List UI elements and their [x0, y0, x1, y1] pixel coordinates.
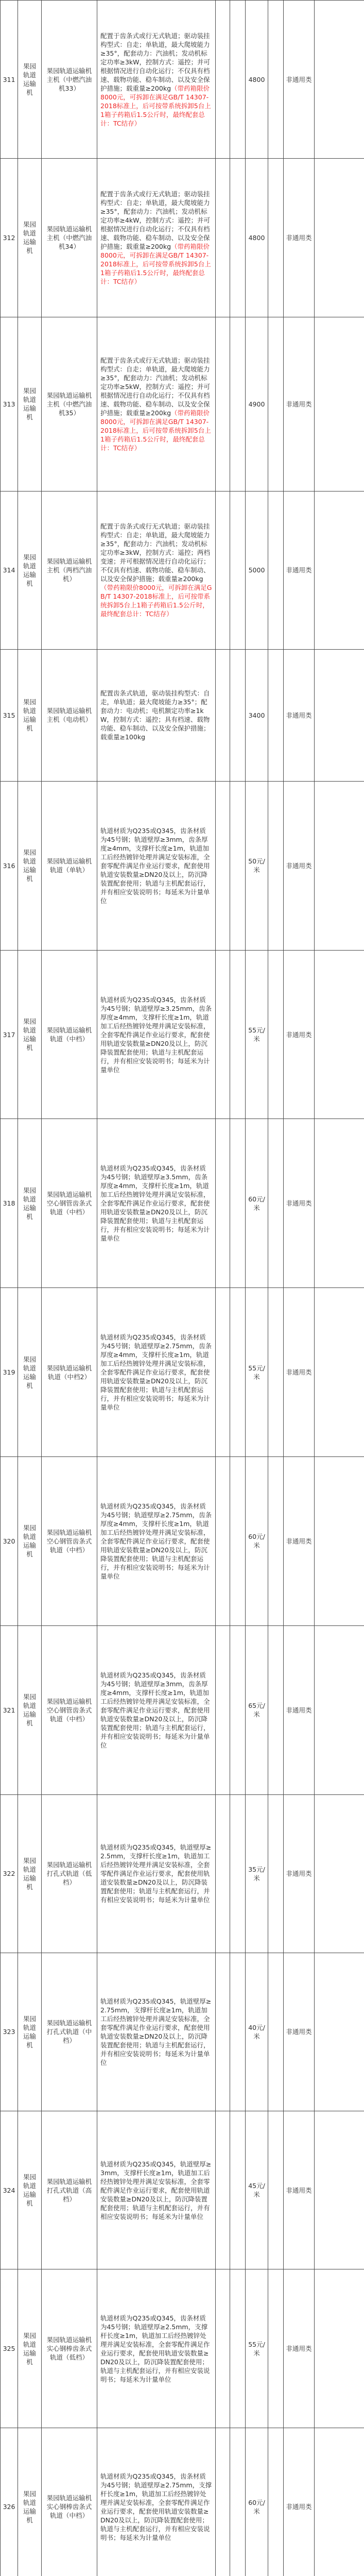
- row-blank-cell: [315, 1625, 364, 1794]
- row-description: [97, 649, 216, 781]
- row-price: 60元/米: [246, 1456, 268, 1625]
- row-name: 果园轨道运输机轨道（中档）: [42, 950, 97, 1119]
- row-price: 4800: [246, 1, 268, 159]
- table-row: [1, 1119, 364, 1288]
- row-name: 果园轨道运输机轨道（中档2）: [42, 1288, 97, 1457]
- row-category: 果园轨道运输机: [18, 781, 42, 950]
- row-price: 60元/米: [246, 2428, 268, 2576]
- table-row: [1, 649, 364, 781]
- row-type: 非通用类: [284, 491, 315, 649]
- table-row: [1, 2428, 364, 2576]
- description-text: 轨道材质为Q235或Q345，齿条材质为45号钢；轨道壁厚≥2.75mm，支撑杆长度≥1m，轨道加工后经热镀锌处理并满足安装标准，全套零配件满足作业运行要求，配套使用轨道安装数量≥DN20及以上，防沉降装置配套使用；轨道与主机配套运行，并有相应安装说明书；每延米为计量单位: [100, 2472, 212, 2541]
- row-name: 果园轨道运输机主机（中燃汽油机33）: [42, 1, 97, 159]
- row-blank-cell: [268, 649, 284, 781]
- row-price: 45元/米: [246, 2111, 268, 2269]
- row-type: 非通用类: [284, 950, 315, 1119]
- row-blank-cell: [268, 1119, 284, 1288]
- row-blank-cell: [268, 491, 284, 649]
- row-description: [97, 1119, 216, 1288]
- row-blank-cell: [230, 2269, 246, 2428]
- row-blank-cell: [268, 2111, 284, 2269]
- row-type: 非通用类: [284, 649, 315, 781]
- row-number: 320: [1, 1456, 18, 1625]
- row-category: 果园轨道运输机: [18, 1288, 42, 1457]
- description-text: 轨道材质为Q235或Q345，轨道壁厚≥2.5mm，支撑杆长度≥1m，轨道加工后经热镀锌处理并满足安装标准，全套零配件满足作业运行要求，配套使用轨道安装数量≥DN20及以上，防沉降装置配套使用；轨道与主机配套运行，并有相应安装说明书；每延米为计量单位: [100, 1843, 212, 1904]
- description-text: 配置齿条式轨道，驱动装挂构型式：自走，单轨道；最大爬坡能力≥35°；配套动力：电动机；电机额定功率≥1kW，控制方式：遥控；具有档速、载物功能、稳车制动、以及安全保护措施；载重量≥100kg: [100, 689, 210, 741]
- row-description: [97, 2269, 216, 2428]
- table-row: [1, 2269, 364, 2428]
- row-type: 非通用类: [284, 1625, 315, 1794]
- row-name: 果园轨道运输机打孔式轨道（高档）: [42, 2111, 97, 2269]
- row-price: 50元/米: [246, 781, 268, 950]
- table-row: [1, 1625, 364, 1794]
- row-blank-cell: [315, 1794, 364, 1953]
- row-blank-cell: [216, 159, 230, 317]
- row-blank-cell: [230, 1625, 246, 1794]
- row-type: 非通用类: [284, 2269, 315, 2428]
- row-blank-cell: [230, 2111, 246, 2269]
- row-category: 果园轨道运输机: [18, 491, 42, 649]
- row-blank-cell: [315, 491, 364, 649]
- table-row: [1, 1953, 364, 2111]
- row-category: 果园轨道运输机: [18, 1, 42, 159]
- table-row: [1, 2111, 364, 2269]
- row-number: 322: [1, 1794, 18, 1953]
- row-type: 非通用类: [284, 1794, 315, 1953]
- row-number: 325: [1, 2269, 18, 2428]
- row-blank-cell: [216, 491, 230, 649]
- row-price: 60元/米: [246, 1119, 268, 1288]
- table-row: [1, 491, 364, 649]
- row-blank-cell: [230, 950, 246, 1119]
- row-type: 非通用类: [284, 159, 315, 317]
- table-row: [1, 781, 364, 950]
- row-description: [97, 1, 216, 159]
- row-number: 312: [1, 159, 18, 317]
- row-blank-cell: [230, 1456, 246, 1625]
- row-name: 果园轨道运输机打孔式轨道（低档）: [42, 1794, 97, 1953]
- row-description: [97, 781, 216, 950]
- row-name: 果园轨道运输机空心钢管齿条式轨道（中档）: [42, 1456, 97, 1625]
- row-blank-cell: [216, 1288, 230, 1457]
- row-category: 果园轨道运输机: [18, 2269, 42, 2428]
- row-type: 非通用类: [284, 1456, 315, 1625]
- row-blank-cell: [230, 649, 246, 781]
- row-description: [97, 2428, 216, 2576]
- row-blank-cell: [230, 317, 246, 491]
- row-category: 果园轨道运输机: [18, 2111, 42, 2269]
- row-blank-cell: [315, 1, 364, 159]
- row-number: 323: [1, 1953, 18, 2111]
- row-price: 4900: [246, 317, 268, 491]
- row-description: [97, 2111, 216, 2269]
- row-blank-cell: [315, 2111, 364, 2269]
- description-text: 轨道材质为Q235或Q345，齿条材质为45号钢；轨道壁厚≥3.25mm，齿条厚度≥4mm，支撑杆长度≥1m，轨道加工后经热镀锌处理并满足安装标准，全套零配件满足作业运行要求，配套使用轨道安装数量≥DN20及以上，防沉降装置配套使用；轨道与主机配套运行，并有相应安装说明书；每延米为计量单位: [100, 995, 212, 1074]
- row-description: [97, 1953, 216, 2111]
- row-price: 5000: [246, 491, 268, 649]
- table-row: [1, 1794, 364, 1953]
- row-blank-cell: [268, 950, 284, 1119]
- row-price: 40元/米: [246, 1953, 268, 2111]
- row-description: [97, 1794, 216, 1953]
- table-row: [1, 1456, 364, 1625]
- row-blank-cell: [268, 781, 284, 950]
- description-text: 配置于齿条式或行无式轨道；驱动装挂构型式：自走；单轨道，最大爬坡能力≥35°，配套动力：汽油机；发动机标定功率≥3kW，控制方式：遥控；两档变速；并可根据情况进行自动化运行；不仅具有档速、载物功能、稳车制动、以及安全保护措施；载重量≥200kg: [100, 522, 211, 583]
- description-text: 配置于齿条式或行无式轨道；驱动装挂构型式：自走；单轨道，最大爬坡能力≥35°，配套动力：汽油机；发动机标定功率≥4kW，控制方式：遥控；并可根据情况进行自动化运行；不仅具有档速、载物功能、稳车制动、以及安全保护措施；载重量≥200kg: [100, 190, 211, 250]
- row-blank-cell: [268, 1953, 284, 2111]
- row-price: 55元/米: [246, 1288, 268, 1457]
- row-type: 非通用类: [284, 2428, 315, 2576]
- row-blank-cell: [216, 1794, 230, 1953]
- row-category: 果园轨道运输机: [18, 1119, 42, 1288]
- row-blank-cell: [216, 2269, 230, 2428]
- table-row: [1, 950, 364, 1119]
- row-price: 3400: [246, 649, 268, 781]
- description-note-red: （带药箱限价8000元，可拆卸在满足GB/T 14307-2018标准上，后可按带系统拆卸5台上1箱子药箱后1.5公斤时，最终配套总计：TC结存）: [100, 584, 212, 618]
- row-blank-cell: [216, 649, 230, 781]
- row-description: [97, 950, 216, 1119]
- row-blank-cell: [268, 1456, 284, 1625]
- table-row: [1, 1288, 364, 1457]
- row-blank-cell: [315, 1288, 364, 1457]
- row-blank-cell: [315, 1953, 364, 2111]
- description-text: 轨道材质为Q235或Q345，轨道壁厚≥3mm，支撑杆长度≥1m，轨道加工后经热镀锌处理并满足安装标准，全套零配件满足作业运行要求，配套使用轨道安装数量≥DN20及以上，防沉降装置配套使用；轨道与主机配套运行，并有相应安装说明书；每延米为计量单位: [100, 2160, 212, 2221]
- table-row: [1, 1, 364, 159]
- row-category: 果园轨道运输机: [18, 1794, 42, 1953]
- row-number: 313: [1, 317, 18, 491]
- row-price: 65元/米: [246, 1625, 268, 1794]
- row-description: [97, 1288, 216, 1457]
- description-text: 配置于齿条式或行无式轨道；驱动装挂构型式：自走；单轨道，最大爬坡能力≥35°，配套动力：汽油机；发动机标定功率≥5kW，控制方式：遥控；并可根据情况进行自动化运行；不仅具有档速、载物功能、稳车制动、以及安全保护措施；载重量≥200kg: [100, 356, 211, 417]
- row-name: 果园轨道运输机空心钢管齿条式轨道（中档）: [42, 1119, 97, 1288]
- row-name: 果园轨道运输机主机（中燃汽油机35）: [42, 317, 97, 491]
- description-text: 轨道材质为Q235或Q345，齿条材质为45号钢；轨道壁厚≥2.75mm，齿条厚度≥4mm，支撑杆长度≥1m，轨道加工后经热镀锌处理并满足安装标准，全套零配件满足作业运行要求，配套使用轨道安装数量≥DN20及以上，防沉降装置配套使用；轨道与主机配套运行，并有相应安装说明书；每延米为计量单位: [100, 1333, 212, 1412]
- row-category: 果园轨道运输机: [18, 2428, 42, 2576]
- row-blank-cell: [216, 2428, 230, 2576]
- row-type: 非通用类: [284, 781, 315, 950]
- row-blank-cell: [216, 1, 230, 159]
- row-blank-cell: [230, 159, 246, 317]
- row-type: 非通用类: [284, 2111, 315, 2269]
- row-description: [97, 159, 216, 317]
- row-blank-cell: [268, 317, 284, 491]
- row-blank-cell: [315, 781, 364, 950]
- row-description: [97, 1456, 216, 1625]
- row-description: [97, 317, 216, 491]
- description-note-red: （带药箱限价8000元，可拆卸在满足GB/T 14307-2018标准上，后可按带系统拆卸5台上1箱子药箱后1.5公斤时，最终配套总计：TC结存）: [100, 84, 211, 127]
- row-category: 果园轨道运输机: [18, 649, 42, 781]
- row-number: 314: [1, 491, 18, 649]
- description-text: 轨道材质为Q235或Q345，齿条材质为45号钢；轨道壁厚≥2.75mm，齿条厚度≥4mm，支撑杆长度≥1m，轨道加工后经热镀锌处理并满足安装标准，全套零配件满足作业运行要求，配套使用轨道安装数量≥DN20及以上，防沉降装置配套使用；轨道与主机配套运行，并有相应安装说明书；每延米为计量单位: [100, 1502, 212, 1580]
- row-name: 果园轨道运输机主机（电动机）: [42, 649, 97, 781]
- row-blank-cell: [315, 1456, 364, 1625]
- description-text: 轨道材质为Q235或Q345，轨道壁厚≥2.75mm，支撑杆长度≥1m，轨道加工后经热镀锌处理并满足安装标准，全套零配件满足作业运行要求，配套使用轨道安装数量≥DN20及以上，防沉降装置配套使用；轨道与主机配套运行，并有相应安装说明书；每延米为计量单位: [100, 1997, 212, 2066]
- row-blank-cell: [216, 1119, 230, 1288]
- description-note-red: （带药箱限价8000元，可拆卸在满足GB/T 14307-2018标准上，后可按带系统拆卸5台上1箱子药箱后1.5公斤时，最终配套总计：TC结存）: [100, 242, 211, 285]
- row-category: 果园轨道运输机: [18, 159, 42, 317]
- row-blank-cell: [268, 159, 284, 317]
- row-number: 319: [1, 1288, 18, 1457]
- row-blank-cell: [315, 2269, 364, 2428]
- row-blank-cell: [315, 159, 364, 317]
- row-name: 果园轨道运输机打孔式轨道（中档）: [42, 1953, 97, 2111]
- row-price: 55元/米: [246, 950, 268, 1119]
- row-name: 果园轨道运输机空心钢管齿条式轨道（中档）: [42, 1625, 97, 1794]
- row-blank-cell: [230, 1, 246, 159]
- row-blank-cell: [216, 2111, 230, 2269]
- row-blank-cell: [268, 1, 284, 159]
- row-blank-cell: [315, 950, 364, 1119]
- row-blank-cell: [230, 1953, 246, 2111]
- row-description: [97, 491, 216, 649]
- row-name: 果园轨道运输机主机（两档汽油机）: [42, 491, 97, 649]
- row-number: 311: [1, 1, 18, 159]
- row-name: 果园轨道运输机主机（中燃汽油机34）: [42, 159, 97, 317]
- row-blank-cell: [268, 1794, 284, 1953]
- row-name: 果园轨道运输机实心钢棒齿条式轨道（中档）: [42, 2428, 97, 2576]
- description-text: 轨道材质为Q235或Q345，齿条材质为45号钢；轨道壁厚≥3.5mm，齿条厚度≥4mm，支撑杆长度≥1m，轨道加工后经热镀锌处理并满足安装标准，全套零配件满足作业运行要求，配套使用轨道安装数量≥DN20及以上，防沉降装置配套使用；轨道与主机配套运行，并有相应安装说明书；每延米为计量单位: [100, 1164, 210, 1243]
- row-type: 非通用类: [284, 1953, 315, 2111]
- row-blank-cell: [315, 1119, 364, 1288]
- row-blank-cell: [268, 2269, 284, 2428]
- row-description: [97, 1625, 216, 1794]
- row-blank-cell: [230, 1119, 246, 1288]
- description-text: 轨道材质为Q235或Q345，齿条材质为45号钢；轨道壁厚≥2.5mm，支撑杆长度≥1m，轨道加工后经热镀锌处理并满足安装标准，全套零配件满足作业运行要求，配套使用轨道安装数量≥DN20及以上，防沉降装置配套使用；轨道与主机配套运行，并有相应安装说明书；每延米为计量单位: [100, 2314, 210, 2383]
- row-type: 非通用类: [284, 317, 315, 491]
- description-text: 轨道材质为Q235或Q345，齿条材质为45号钢；轨道壁厚≥3mm，齿条厚度≥4mm，支撑杆长度≥1m，轨道加工后经热镀锌处理并满足安装标准，全套零配件满足作业运行要求，配套使用轨道安装数量≥DN20及以上，防沉降装置配套使用；轨道与主机配套运行，并有相应安装说明书；每延米为计量单位: [100, 826, 210, 905]
- row-category: 果园轨道运输机: [18, 950, 42, 1119]
- row-blank-cell: [230, 1794, 246, 1953]
- row-blank-cell: [216, 317, 230, 491]
- row-blank-cell: [216, 1625, 230, 1794]
- row-blank-cell: [268, 1288, 284, 1457]
- row-name: 果园轨道运输机轨道（单轨）: [42, 781, 97, 950]
- row-blank-cell: [216, 950, 230, 1119]
- row-type: 非通用类: [284, 1288, 315, 1457]
- row-number: 316: [1, 781, 18, 950]
- row-blank-cell: [315, 317, 364, 491]
- row-number: 326: [1, 2428, 18, 2576]
- row-category: 果园轨道运输机: [18, 1953, 42, 2111]
- row-name: 果园轨道运输机实心钢棒齿条式轨道（低档）: [42, 2269, 97, 2428]
- row-price: 35元/米: [246, 1794, 268, 1953]
- row-number: 324: [1, 2111, 18, 2269]
- row-blank-cell: [230, 1288, 246, 1457]
- row-price: 55元/米: [246, 2269, 268, 2428]
- row-blank-cell: [230, 2428, 246, 2576]
- table-row: [1, 317, 364, 491]
- row-blank-cell: [230, 781, 246, 950]
- row-category: 果园轨道运输机: [18, 1456, 42, 1625]
- row-blank-cell: [268, 1625, 284, 1794]
- description-text: 配置于齿条式或行无式轨道；驱动装挂构型式：自走；单轨道，最大爬坡能力≥35°，配套动力：汽油机；发动机标定功率≥3kW，控制方式：遥控；并可根据情况进行自动化运行；不仅具有档速、载物功能、稳车制动、以及安全保护措施；载重量≥200kg: [100, 31, 211, 92]
- row-type: 非通用类: [284, 1, 315, 159]
- row-blank-cell: [230, 491, 246, 649]
- description-note-red: （带药箱限价8000元，可拆卸在满足GB/T 14307-2018标准上，后可按带系统拆卸5台上1箱子药箱后1.5公斤时，最终配套总计：TC结存）: [100, 409, 211, 452]
- row-number: 321: [1, 1625, 18, 1794]
- row-blank-cell: [315, 2428, 364, 2576]
- row-blank-cell: [216, 781, 230, 950]
- row-blank-cell: [216, 1953, 230, 2111]
- description-text: 轨道材质为Q235或Q345，齿条材质为45号钢；轨道壁厚≥3mm，齿条厚度≥4mm，支撑杆长度≥1m，轨道加工后经热镀锌处理并满足安装标准，全套零配件满足作业运行要求，配套使用轨道安装数量≥DN20及以上，防沉降装置配套使用；轨道与主机配套运行，并有相应安装说明书；每延米为计量单位: [100, 1671, 210, 1749]
- row-type: 非通用类: [284, 1119, 315, 1288]
- row-category: 果园轨道运输机: [18, 317, 42, 491]
- table-row: [1, 159, 364, 317]
- row-price: 4800: [246, 159, 268, 317]
- row-number: 318: [1, 1119, 18, 1288]
- row-blank-cell: [268, 2428, 284, 2576]
- row-blank-cell: [216, 1456, 230, 1625]
- row-blank-cell: [315, 649, 364, 781]
- row-category: 果园轨道运输机: [18, 1625, 42, 1794]
- row-number: 317: [1, 950, 18, 1119]
- row-number: 315: [1, 649, 18, 781]
